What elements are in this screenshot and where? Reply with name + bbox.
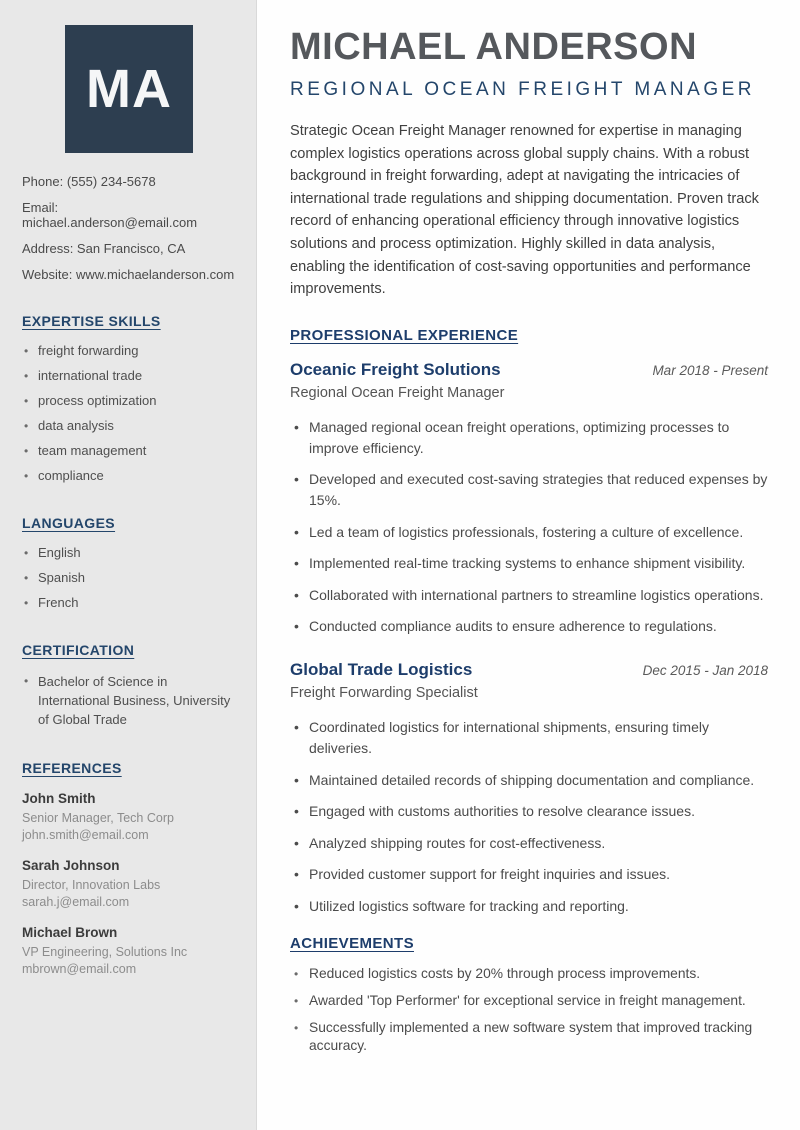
skill-item: • international trade bbox=[22, 368, 236, 384]
job-bullet: • Conducted compliance audits to ensure adherence to regulations. bbox=[290, 616, 768, 637]
job-entry bbox=[290, 659, 768, 917]
contact-address: Address: San Francisco, CA bbox=[22, 241, 186, 256]
job-bullet: • Led a team of logistics professionals, fostering a culture of excellence. bbox=[290, 522, 768, 543]
contact-website: Website: www.michaelanderson.com bbox=[22, 267, 235, 282]
avatar bbox=[65, 25, 193, 153]
reference-entry bbox=[22, 857, 236, 911]
reference-entry bbox=[22, 924, 236, 978]
job-bullet: • Provided customer support for freight inquiries and issues. bbox=[290, 864, 768, 885]
skill-item: • data analysis bbox=[22, 418, 236, 434]
reference-name: Michael Brown bbox=[22, 925, 118, 940]
skill-item: • compliance bbox=[22, 468, 236, 484]
candidate-job-title: REGIONAL OCEAN FREIGHT MANAGER bbox=[290, 79, 755, 100]
sidebar-section-title-references: REFERENCES bbox=[22, 760, 122, 776]
sidebar-section-title-certification: CERTIFICATION bbox=[22, 642, 135, 658]
job-header bbox=[290, 659, 768, 680]
reference-name: Sarah Johnson bbox=[22, 858, 120, 873]
reference-role: VP Engineering, Solutions Inc bbox=[22, 945, 188, 959]
reference-entry bbox=[22, 790, 236, 844]
company-name: Global Trade Logistics bbox=[290, 660, 473, 680]
skills-list bbox=[22, 343, 236, 484]
candidate-name: MICHAEL ANDERSON bbox=[290, 26, 698, 68]
main-content bbox=[257, 0, 800, 1130]
job-role: Freight Forwarding Specialist bbox=[290, 685, 478, 702]
job-bullet: • Engaged with customs authorities to resolve clearance issues. bbox=[290, 801, 768, 822]
achievement-bullet: • Reduced logistics costs by 20% through process improvements. bbox=[290, 965, 768, 983]
sidebar-section-title-skills: EXPERTISE SKILLS bbox=[22, 313, 161, 329]
reference-name: John Smith bbox=[22, 791, 96, 806]
contact-phone: Phone: (555) 234-5678 bbox=[22, 174, 156, 189]
sidebar bbox=[0, 0, 257, 1130]
job-entry bbox=[290, 359, 768, 638]
reference-email: mbrown@email.com bbox=[22, 962, 137, 976]
reference-email: john.smith@email.com bbox=[22, 828, 149, 842]
company-name: Oceanic Freight Solutions bbox=[290, 359, 501, 379]
language-item: • Spanish bbox=[22, 570, 236, 586]
certification-item: • Bachelor of Science in International Business, University of Global Trade bbox=[22, 672, 236, 729]
skill-item: • team management bbox=[22, 443, 236, 459]
certification-list bbox=[22, 672, 236, 729]
reference-role: Senior Manager, Tech Corp bbox=[22, 811, 174, 825]
avatar-initials: MA bbox=[86, 59, 172, 119]
job-bullet: • Developed and executed cost-saving strategies that reduced expenses by 15%. bbox=[290, 469, 768, 511]
references-list bbox=[22, 790, 236, 978]
job-bullet-list bbox=[290, 417, 768, 638]
contact-block bbox=[22, 174, 236, 282]
job-bullet: • Collaborated with international partners to streamline logistics operations. bbox=[290, 585, 768, 606]
contact-email: Email: michael.anderson@email.com bbox=[22, 200, 198, 230]
job-bullet: • Analyzed shipping routes for cost-effectiveness. bbox=[290, 833, 768, 854]
skill-item: • freight forwarding bbox=[22, 343, 236, 359]
reference-email: sarah.j@email.com bbox=[22, 895, 130, 909]
summary-text: Strategic Ocean Freight Manager renowned for expertise in managing complex logistics operations across global supply chains. With a robust background in freight forwarding, adept at navigating the intricacies of international trade regulations and shipping documentation. Proven track record of enhancing operational efficiency through innovative logistics solutions and process optimization. Highly skilled in data analysis, enabling the identification of cost-saving opportunities and performance improvements. bbox=[290, 123, 759, 298]
job-bullet: • Coordinated logistics for international shipments, ensuring timely deliveries. bbox=[290, 717, 768, 759]
achievement-bullet: • Awarded 'Top Performer' for exceptional service in freight management. bbox=[290, 992, 768, 1010]
job-role: Regional Ocean Freight Manager bbox=[290, 384, 505, 401]
achievements-list bbox=[290, 965, 768, 1055]
job-bullet: • Implemented real-time tracking systems to enhance shipment visibility. bbox=[290, 553, 768, 574]
job-bullet: • Maintained detailed records of shipping documentation and compliance. bbox=[290, 770, 768, 791]
languages-list bbox=[22, 545, 236, 611]
job-bullet: • Managed regional ocean freight operations, optimizing processes to improve efficiency. bbox=[290, 417, 768, 459]
job-dates: Dec 2015 - Jan 2018 bbox=[642, 663, 768, 679]
job-dates: Mar 2018 - Present bbox=[652, 362, 768, 378]
sidebar-section-title-languages: LANGUAGES bbox=[22, 515, 116, 531]
achievements-section bbox=[290, 935, 768, 1055]
job-bullet: • Utilized logistics software for tracking and reporting. bbox=[290, 896, 768, 917]
experience-heading: PROFESSIONAL EXPERIENCE bbox=[290, 326, 519, 344]
language-item: • English bbox=[22, 545, 236, 561]
job-bullet-list bbox=[290, 717, 768, 917]
achievement-bullet: • Successfully implemented a new software system that improved tracking accuracy. bbox=[290, 1019, 768, 1055]
language-item: • French bbox=[22, 595, 236, 611]
achievements-heading: ACHIEVEMENTS bbox=[290, 934, 414, 952]
skill-item: • process optimization bbox=[22, 393, 236, 409]
reference-role: Director, Innovation Labs bbox=[22, 878, 161, 892]
job-header bbox=[290, 359, 768, 380]
